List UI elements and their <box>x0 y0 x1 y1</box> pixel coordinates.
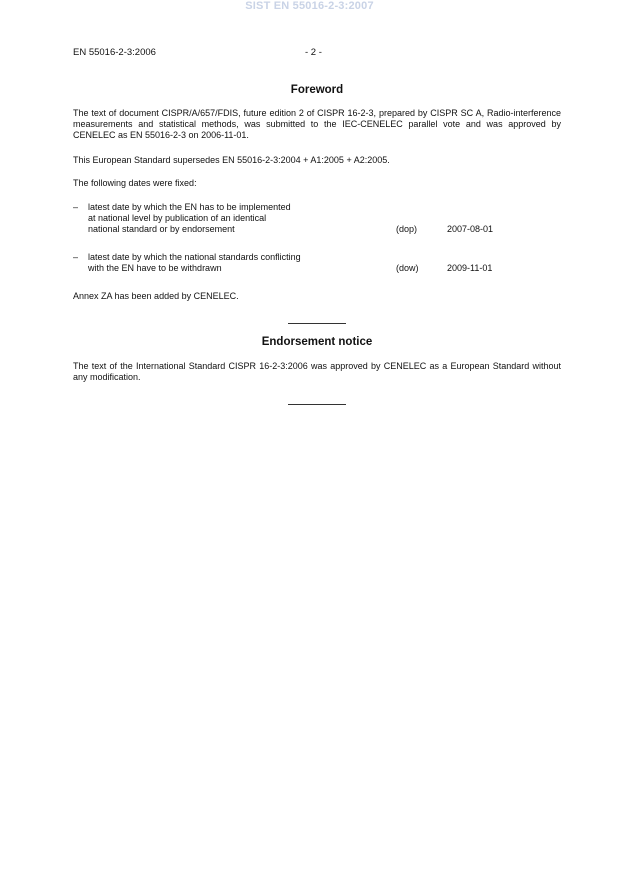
dow-description-line: with the EN have to be withdrawn <box>88 263 222 273</box>
dop-description <box>88 202 388 235</box>
dates-intro-paragraph: The following dates were fixed: <box>73 178 197 188</box>
dop-date-entry <box>73 202 561 236</box>
dop-description-line: at national level by publication of an identical <box>88 213 267 223</box>
endorsement-heading: Endorsement notice <box>261 336 373 348</box>
foreword-intro-paragraph: The text of document CISPR/A/657/FDIS, future edition 2 of CISPR 16-2-3, prepared by CISPR SC A, Radio-interference measurements and statistical methods, was submitted to the IEC-CENELEC parallel vote and was approved by CENELEC as EN 55016-2-3 on 2006-11-01. <box>73 108 561 140</box>
foreword-heading: Foreword <box>290 84 344 96</box>
dow-date-entry <box>73 252 561 274</box>
supersedes-paragraph: This European Standard supersedes EN 55016-2-3:2004 + A1:2005 + A2:2005. <box>73 155 390 165</box>
dow-description <box>88 252 388 274</box>
page-number: - 2 - <box>305 47 322 58</box>
dop-date: 2007-08-01 <box>447 224 494 234</box>
list-dash: – <box>73 252 79 262</box>
watermark: SIST EN 55016-2-3:2007 <box>245 0 374 12</box>
dow-abbreviation: (dow) <box>396 263 419 273</box>
dop-description-line: national standard or by endorsement <box>88 224 235 234</box>
dop-description-line: latest date by which the EN has to be implemented <box>88 202 291 212</box>
dop-abbreviation: (dop) <box>396 224 418 234</box>
annex-paragraph: Annex ZA has been added by CENELEC. <box>73 291 239 301</box>
section-divider <box>288 404 346 405</box>
list-dash: – <box>73 202 79 212</box>
dow-date: 2009-11-01 <box>447 263 493 273</box>
dow-description-line: latest date by which the national standards conflicting <box>88 252 301 262</box>
endorsement-paragraph: The text of the International Standard CISPR 16-2-3:2006 was approved by CENELEC as a European Standard without any modification. <box>73 361 561 382</box>
document-id: EN 55016-2-3:2006 <box>73 47 156 58</box>
section-divider <box>288 323 346 324</box>
